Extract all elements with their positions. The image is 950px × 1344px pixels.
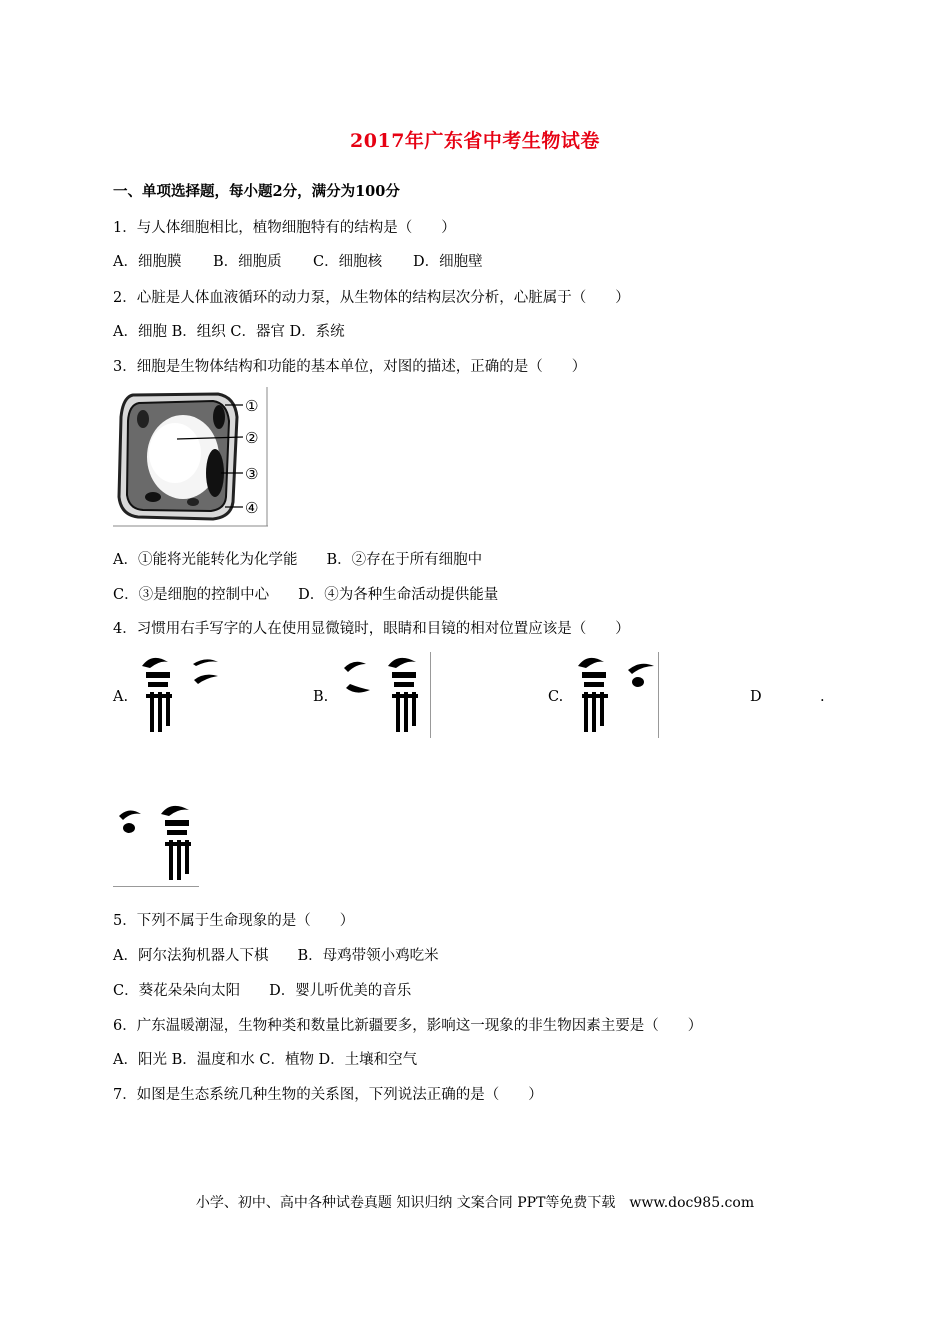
- figure-label-4: ④: [245, 499, 259, 517]
- question-1-stem: 1．与人体细胞相比，植物细胞特有的结构是（ ）: [113, 220, 456, 236]
- figure-label-2: ②: [245, 429, 259, 447]
- q4-option-d-label: D: [750, 689, 762, 705]
- q1-option-c: C．细胞核: [313, 254, 383, 270]
- question-7-stem: 7．如图是生态系统几种生物的关系图，下列说法正确的是（ ）: [113, 1087, 543, 1103]
- question-3-options-line1: A．①能将光能转化为化学能 B．②存在于所有细胞中: [113, 552, 483, 568]
- q4-option-c-label: C.: [548, 689, 564, 705]
- plant-cell-figure: [113, 387, 268, 527]
- q4-option-c-figure: [574, 652, 659, 738]
- q4-option-a-label: A.: [113, 689, 129, 705]
- figure-label-1: ①: [245, 397, 259, 415]
- q4-option-d-figure: [113, 800, 199, 887]
- question-6-stem: 6．广东温暖潮湿，生物种类和数量比新疆要多，影响这一现象的非生物因素主要是（ ）: [113, 1018, 703, 1034]
- q4-option-d-dot: .: [820, 689, 825, 705]
- q4-option-b-figure: [338, 652, 431, 738]
- q1-option-a: A．细胞膜: [113, 254, 182, 270]
- section-heading: 一、单项选择题，每小题2分，满分为100分: [113, 183, 400, 200]
- plant-cell-diagram: [113, 387, 268, 527]
- question-5-options-line1: A．阿尔法狗机器人下棋 B．母鸡带领小鸡吃米: [113, 948, 439, 964]
- question-5-options-line2: C．葵花朵朵向太阳 D．婴儿听优美的音乐: [113, 983, 412, 999]
- q1-option-d: D．细胞壁: [413, 254, 483, 270]
- page-footer: 小学、初中、高中各种试卷真题 知识归纳 文案合同 PPT等免费下载 www.doc985.com: [195, 1195, 755, 1211]
- question-1-options: [113, 250, 483, 271]
- question-3-stem: 3．细胞是生物体结构和功能的基本单位，对图的描述，正确的是（ ）: [113, 359, 587, 375]
- q4-option-b-label: B.: [313, 689, 329, 705]
- q4-option-a-figure: [138, 652, 228, 736]
- question-6-options: A．阳光 B．温度和水 C．植物 D．土壤和空气: [113, 1052, 418, 1068]
- question-2-options: A．细胞 B．组织 C．器官 D．系统: [113, 324, 345, 340]
- figure-label-3: ③: [245, 465, 259, 483]
- q1-option-b: B．细胞质: [213, 254, 282, 270]
- question-4-stem: 4．习惯用右手写字的人在使用显微镜时，眼睛和目镜的相对位置应该是（ ）: [113, 621, 630, 637]
- question-2-stem: 2．心脏是人体血液循环的动力泵，从生物体的结构层次分析，心脏属于（ ）: [113, 290, 630, 306]
- question-3-options-line2: C．③是细胞的控制中心 D．④为各种生命活动提供能量: [113, 587, 499, 603]
- question-5-stem: 5．下列不属于生命现象的是（ ）: [113, 913, 355, 929]
- page-title: 2017年广东省中考生物试卷: [350, 130, 600, 152]
